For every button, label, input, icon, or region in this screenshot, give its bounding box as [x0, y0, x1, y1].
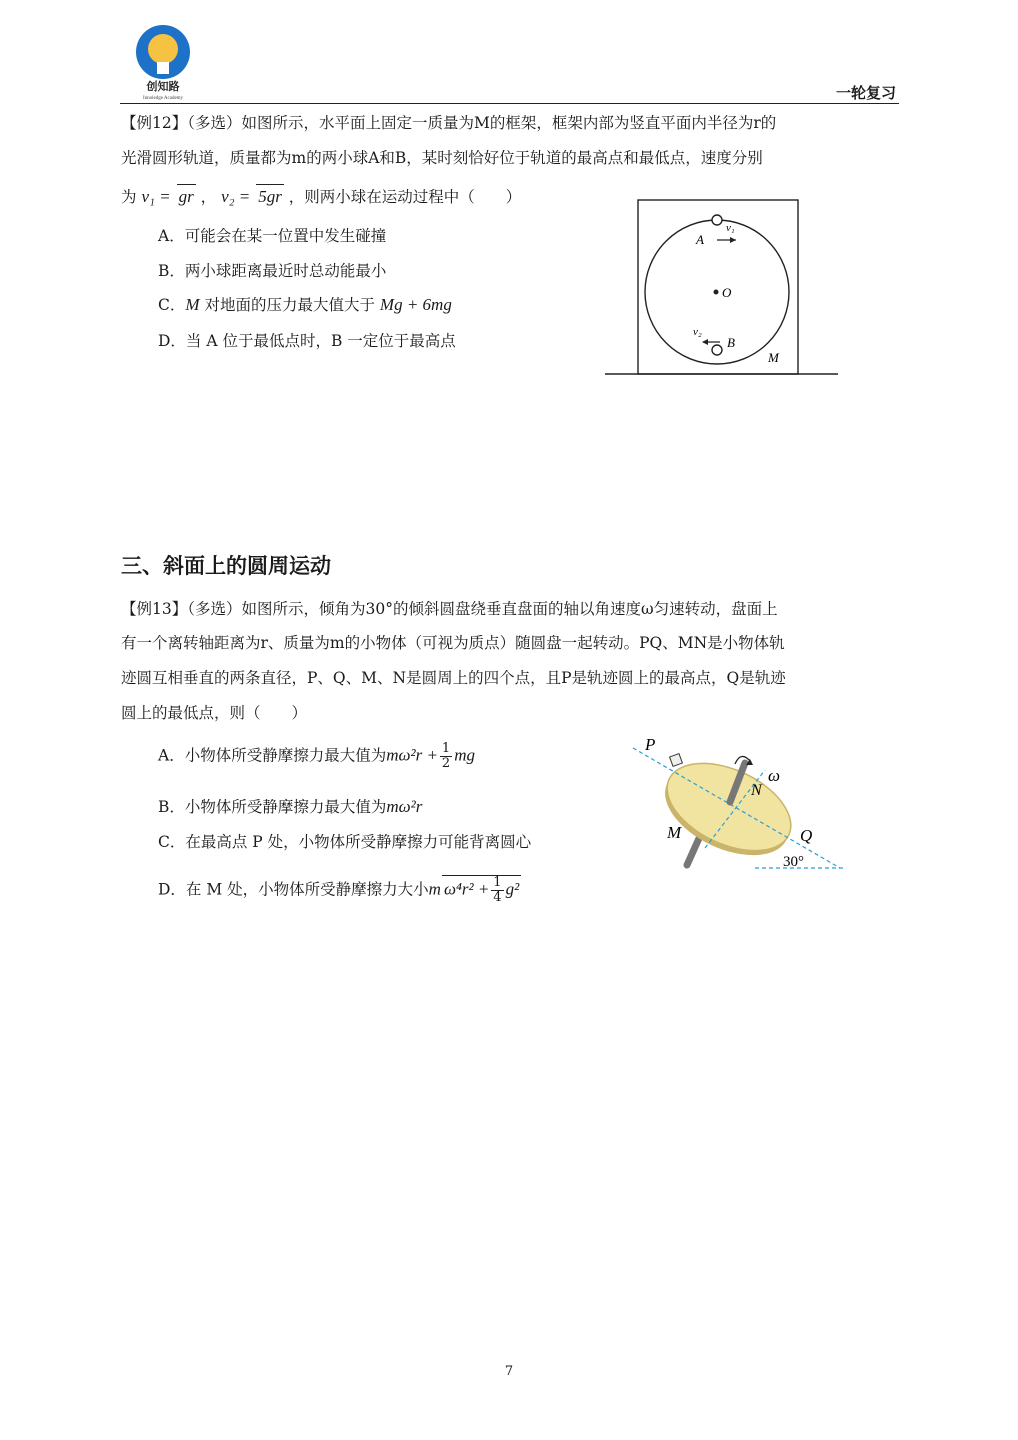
ex12-option-c-text: 对地面的压力最大值大于: [199, 296, 380, 314]
ex13-option-a-numerator: 1: [441, 741, 451, 756]
ex12-line-3: [121, 184, 521, 209]
ex13-option-b-text: B．小物体所受静摩擦力最大值为: [158, 798, 387, 816]
ex12-figure: [600, 190, 845, 380]
label-b: B: [727, 335, 735, 350]
ex12-separator: ，: [200, 188, 217, 206]
label-q: Q: [800, 826, 813, 845]
label-omega: ω: [768, 766, 781, 785]
label-v1: v₁: [726, 222, 735, 234]
ex12-v1-lhs: v₁ =: [141, 187, 171, 206]
label-p: P: [645, 735, 656, 754]
ex13-option-d-radicand2: g²: [505, 879, 520, 899]
ex12-option-b: B．两小球距离最近时总动能最小: [158, 262, 387, 280]
center-point: [714, 290, 719, 295]
section-title: 三、斜面上的圆周运动: [121, 554, 331, 578]
ex13-option-d: [158, 875, 521, 905]
ex12-option-a: A．可能会在某一位置中发生碰撞: [158, 227, 387, 245]
v1-arrowhead: [730, 237, 736, 243]
ex13-option-a-expr1: mω²r +: [386, 745, 438, 765]
ex13-option-d-text: D．在 M 处，小物体所受静摩擦力大小: [158, 880, 429, 899]
ex13-option-a-text: A．小物体所受静摩擦力最大值为: [158, 746, 387, 765]
label-m-point: M: [667, 823, 682, 842]
ex13-figure: [625, 730, 855, 880]
label-v2: v₂: [693, 326, 702, 338]
ex13-option-d-mass: m: [428, 879, 441, 899]
ex13-option-d-radicand1: ω⁴r² +: [443, 879, 490, 899]
ex12-v1-radicand: gr: [177, 184, 196, 209]
ex12-option-c-mass: M: [185, 295, 200, 314]
header-title: 一轮复习: [835, 84, 896, 102]
ex12-line-2: 光滑圆形轨道，质量都为m的两小球A和B，某时刻恰好位于轨道的最高点和最低点，速度分别: [121, 149, 763, 167]
ex12-line3-suffix: ，则两小球在运动过程中（ ）: [288, 188, 522, 206]
ex13-line-4: 圆上的最低点，则（ ）: [121, 704, 308, 722]
academy-logo: [128, 22, 198, 102]
header-divider: [120, 103, 899, 104]
ex13-option-a-denominator: 2: [441, 756, 451, 771]
ex13-option-a-expr2: mg: [454, 745, 475, 765]
small-block: [670, 754, 683, 767]
ex13-line-1: 【例13】（多选）如图所示，倾角为30°的倾斜圆盘绕垂直盘面的轴以角速度ω匀速转动，盘面上: [121, 600, 778, 618]
ex13-option-d-denominator: 4: [493, 890, 502, 905]
label-o: O: [722, 285, 732, 300]
label-m: M: [768, 350, 779, 365]
ball-b: [712, 345, 722, 355]
ex12-v2-lhs: v₂ =: [221, 187, 251, 206]
label-n: N: [751, 782, 762, 799]
ex13-line-3: 迹圆互相垂直的两条直径，P、Q、M、N是圆周上的四个点，且P是轨迹圆上的最高点，Q是轨迹: [121, 669, 786, 687]
ex12-line-1: 【例12】（多选）如图所示，水平面上固定一质量为M的框架，框架内部为竖直平面内半径为r的: [121, 114, 777, 132]
ex12-option-c: [158, 293, 452, 317]
ex12-option-c-prefix: C．: [158, 296, 186, 314]
label-angle: 30°: [783, 854, 804, 870]
logo-text: 创知路: [146, 81, 180, 93]
ex13-option-c: C．在最高点 P 处，小物体所受静摩擦力可能背离圆心: [158, 833, 532, 851]
ex12-v2-radicand: 5gr: [256, 184, 284, 209]
ex13-option-b: [158, 795, 422, 819]
ex13-option-d-numerator: 1: [493, 875, 502, 890]
ex12-line3-prefix: 为: [121, 188, 137, 206]
ex13-option-a: [158, 742, 475, 771]
logo-subtitle: Innoledge Academy: [142, 96, 184, 101]
ball-a: [712, 215, 722, 225]
label-a: A: [696, 232, 704, 247]
ex12-option-d: D．当 A 位于最低点时，B 一定位于最高点: [158, 332, 456, 350]
ex13-option-b-expr: mω²r: [386, 797, 423, 816]
ex12-option-c-expression: Mg + 6mg: [379, 295, 452, 314]
v2-arrowhead: [702, 339, 708, 345]
ex13-line-2: 有一个离转轴距离为r、质量为m的小物体（可视为质点）随圆盘一起转动。PQ、MN是小物体轨: [121, 634, 785, 652]
page-number: 7: [504, 1364, 514, 1379]
